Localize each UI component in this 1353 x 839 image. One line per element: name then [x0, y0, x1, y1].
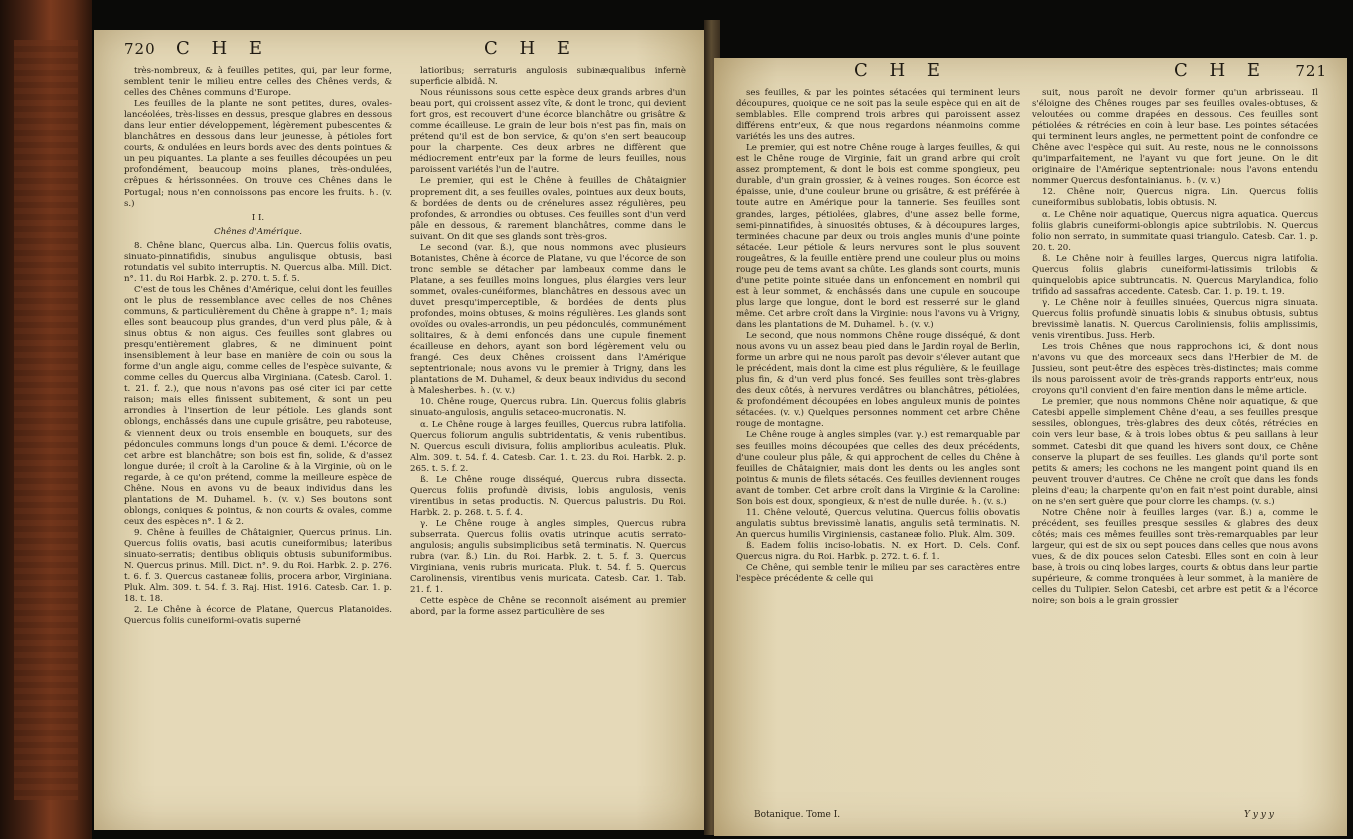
paragraph: γ. Le Chêne rouge à angles simples, Quercus rubra subserrata. Quercus foliis ovatis utrinque acutis serrato-angulosis; angulis subsimplicibus setâ terminatis. N. Quercus rubra (var. ß.) Lin. du Roi. Harbk. 2. t. 5. f. 3. Quercus Virginiana, venis rubris muricata. Pluk. t. 54. f. 5. Quercus Carolinensis, virentibus venis muricata. Catesb. Car. 1. Tab. 21. f. 1.	[410, 518, 686, 596]
paragraph: 10. Chêne rouge, Quercus rubra. Lin. Quercus foliis glabris sinuato-angulosis, angulis setaceo-mucronatis. N.	[410, 397, 686, 419]
paragraph: C'est de tous les Chênes d'Amérique, celui dont les feuilles ont le plus de ressemblance avec celles de nos Chênes communs, & particulièrement du Chêne à grappe n°. 1; mais elles sont beaucoup plus grandes, d'un verd plus pâle, & à sinus obtus & non aigus. Ces feuilles sont glabres ou presqu'entièrement glabres, & ne diminuent point insensiblement à leur base en manière de coin ou sous la forme d'un angle aigu, comme celles de l'espèce suivante, & comme celles du Quercus alba Virginiana. (Catesb. Carol. 1. t. 21. f. 2.), que nous n'avons pas osé citer ici par cette raison; mais elles finissent subitement, & sont un peu arrondies à l'insertion de leur pétiole. Les glands sont oblongs, enchâssés dans une cupule grisâtre, peu raboteuse, & viennent deux ou trois ensemble en bouquets, sur des pédoncules communs longs d'un pouce & demi. L'écorce de cet arbre est blanchâtre; son bois est fin, solide, & d'assez longue durée; il croît à la Caroline & à la Virginie, où on le regarde, à ce qu'on prétend, comme la meilleure espèce de Chêne. Nous en avons vu de beaux individus dans les plantations de M. Duhamel. ♄. (v. v.) Ses boutons sont oblongs, coniques & pointus, & non courts & ovales, comme ceux des espèces n°. 1 & 2.	[124, 284, 392, 527]
paragraph: Ce Chêne, qui semble tenir le milieu par ses caractères entre l'espèce précédente & celle qui	[736, 563, 1020, 585]
paragraph: suit, nous paroît ne devoir former qu'un arbrisseau. Il s'éloigne des Chênes rouges par ses feuilles ovales-obtuses, & veloutées ou comme drapées en dessous. Ces feuilles sont pétiolées & rétrécies en coin à leur base. Les pointes sétacées qui terminent leurs angles, ne permettent point de confondre ce Chêne avec l'espèce qui suit. Au reste, nous ne le connoissons qu'imparfaitement, ne l'ayant vu que fort jeune. On le dit originaire de l'Amérique septentrionale: nous l'avons entendu nommer Quercus desfontainianus. ♄. (v. v.)	[1032, 88, 1318, 187]
spine-binding	[14, 40, 78, 800]
paragraph: latioribus; serraturis angulosis subinæqualibus infernè superficie albidâ. N.	[410, 66, 686, 88]
left-column-2	[410, 66, 686, 811]
paragraph: Les trois Chênes que nous rapprochons ici, & dont nous n'avons vu que des morceaux secs dans l'Herbier de M. de Jussieu, sont peut-être des espèces très-distinctes; mais comme ils nous paroissent avoir de très-grands rapports entr'eux, nous croyons qu'il convient d'en faire mention dans le même article.	[1032, 342, 1318, 397]
paragraph: ses feuilles, & par les pointes sétacées qui terminent leurs découpures, quoique ce ne soit pas la seule espèce qui en ait de semblables. Elle comprend trois arbres qui paroissent assez différens entr'eux, & que nous regardons néanmoins comme variétés les uns des autres.	[736, 88, 1020, 143]
left-page	[94, 30, 710, 830]
paragraph: 12. Chêne noir, Quercus nigra. Lin. Quercus foliis cuneiformibus sublobatis, lobis obtusis. N.	[1032, 187, 1318, 209]
paragraph: γ. Le Chêne noir à feuilles sinuées, Quercus nigra sinuata. Quercus foliis profundè sinuatis lobis & sinubus obtusis, subtus brevissimè lanatis. N. Quercus Caroliniensis, foliis amplissimis, venis virentibus. Juss. Herb.	[1032, 297, 1318, 342]
paragraph: 2. Le Chêne à écorce de Platane, Quercus Platanoides. Quercus foliis cuneiformi-ovatis superné	[124, 605, 392, 627]
right-header-left-word: C H E	[854, 60, 949, 81]
paragraph: Les feuilles de la plante ne sont petites, dures, ovales-lancéolées, très-lisses en dessus, presque glabres en dessous dans leur entier développement, légèrement pubescentes & blanchâtres en dessous dans leur jeunesse, à pétioles fort courts, & ondulées en leurs bords avec des dents pointues & un peu piquantes. La plante a ses feuilles découpées un peu profondément, beaucoup moins planes, très-ondulées, crêpues & hérissonnées. On trouve ces Chênes dans le Portugal; nous n'en connoissons pas encore les fruits. ♄. (v. s.)	[124, 99, 392, 209]
section-title: Chênes d'Amérique.	[214, 226, 302, 237]
signature-mark: Botanique. Tome I.	[754, 810, 841, 820]
paragraph: α. Le Chêne noir aquatique, Quercus nigra aquatica. Quercus foliis glabris cuneiformi-oblongis apice subtrilobis. N. Quercus folio non serrato, in summitate quasi triangulo. Catesb. Car. 1. p. 20. t. 20.	[1032, 209, 1318, 253]
paragraph: ß. Le Chêne rouge disséqué, Quercus rubra dissecta. Quercus foliis profundè divisis, lobis angulosis, venis virentibus in setas productis. N. Quercus palustris. Du Roi. Harbk. 2. p. 268. t. 5. f. 4.	[410, 474, 686, 518]
paragraph: Le second (var. ß.), que nous nommons avec plusieurs Botanistes, Chêne à écorce de Platane, vu que l'écorce de son tronc semble se détacher par lambeaux comme dans le Platane, a ses feuilles moins longues, plus élargies vers leur sommet, ovales-cunéiformes, blanchâtres en dessous avec un duvet presqu'imperceptible, & bordées de dents plus profondes, moins obtuses, & moins régulières. Les glands sont ovoïdes ou ovales-arrondis, un peu pédonculés, communément solitaires, & à demi enfoncés dans une cupule finement écailleuse en dehors, ayant son bord légèrement velu ou frangé. Ces deux Chênes croissent dans l'Amérique septentrionale; nous avons vu le premier à Trigny, dans les plantations de M. Duhamel, & deux beaux individus du second à Malesherbes. ♄. (v. v.)	[410, 242, 686, 397]
right-header-right-word: C H E	[1174, 60, 1269, 81]
right-page-header	[744, 60, 1327, 84]
paragraph: Le Chêne rouge à angles simples (var. γ.) est remarquable par ses feuilles moins découpées que celles des deux précédents, d'une couleur plus pâle, & qui approchent de celles du Chêne à feuilles de Châtaignier, mais dont les dents ou les angles sont pointus & munis de filets sétacés. Ces feuilles deviennent rouges avant de tomber. Cet arbre croît dans la Virginie & la Caroline: Son bois est doux, spongieux, & n'est de nulle durée. ♄. (v. s.)	[736, 430, 1020, 507]
paragraph: Notre Chêne noir à feuilles larges (var. ß.) a, comme le précédent, ses feuilles presque sessiles & glabres des deux côtés; mais ces mêmes feuilles sont très-remarquables par leur largeur, qui est de six ou sept pouces dans celles que nous avons vues, & de dix pouces selon Catesbi. Elles sont en coin à leur base, à trois ou cinq lobes larges, courts & obtus dans leur partie supérieure, & comme tronquées à leur sommet, à la manière de celles du Tulipier. Selon Catesbi, cet arbre est petit & a l'écorce noire; son bois a le grain grossier	[1032, 507, 1318, 607]
paragraph: ß. Eadem foliis inciso-lobatis. N. ex Hort. D. Cels. Conf. Quercus nigra. du Roi. Harbk. p. 272. t. 6. f. 1.	[736, 540, 1020, 562]
paragraph: Cette espèce de Chêne se reconnoît aisément au premier abord, par la forme assez particulière de ses	[410, 596, 686, 618]
paragraph: 8. Chêne blanc, Quercus alba. Lin. Quercus foliis ovatis, sinuato-pinnatifidis, sinubus angulisque obtusis, basi rotundatis vel subito interruptis. N. Quercus alba. Mill. Dict. n°. 11. du Roi Harbk. 2. p. 270. t. 5. f. 5.	[124, 240, 392, 284]
paragraph: Le premier, qui est le Chêne à feuilles de Châtaignier proprement dit, a ses feuilles ovales, pointues aux deux bouts, & bordées de dents ou de crénelures assez régulières, peu profondes, & arrondies ou obtuses. Ces feuilles sont d'un verd pâle en dessous, & rarement blanchâtres, comme dans le suivant. On dit que ses glands sont très-gros.	[410, 176, 686, 242]
paragraph: ß. Le Chêne noir à feuilles larges, Quercus nigra latifolia. Quercus foliis glabris cuneiformi-latissimis trilobis & quinquelobis apice subtruncatis. N. Quercus Marylandica, folio trifido ad sassafras accedente. Catesb. Car. 1. p. 19. t. 19.	[1032, 253, 1318, 297]
paragraph: Le premier, qui est notre Chêne rouge à larges feuilles, & qui est le Chêne rouge de Virginie, fait un grand arbre qui croît assez promptement, & dont le bois est comme spongieux, peu durable, d'un grain grossier, & à veines rouges. Son écorce est épaisse, unie, d'une couleur brune ou grisâtre, & est préférée à toute autre en Amérique pour la tannerie. Ses feuilles sont grandes, larges, pétiolées, glabres, d'une assez belle forme, semi-pinnatifides, à sinuosités obtuses, & à découpures larges, terminées chacune par deux ou trois angles munis d'une pointe sétacée. Leur pétiole & leurs nervures sont le plus souvent rougeâtres, & la feuille entière prend une couleur plus ou moins rouge peu de tems avant sa chûte. Les glands sont courts, munis d'une petite pointe située dans un enfoncement en nombril qui est à leur sommet, & enchâssés dans une cupule en soucoupe plus large que longue, dont le bord est resserré sur le gland même. Cet arbre croît dans la Virginie: nous l'avons vu à Vrigny, dans les plantations de M. Duhamel. ♄. (v. v.)	[736, 143, 1020, 330]
right-page	[714, 58, 1347, 836]
paragraph: Nous réunissons sous cette espèce deux grands arbres d'un beau port, qui croissent assez vîte, & dont le tronc, qui devient fort gros, est recouvert d'une écorce blanchâtre ou grisâtre & comme écailleuse. Le grain de leur bois n'est pas fin, mais on prétend qu'il est de bon service, & qu'on s'en sert beaucoup pour la charpente. Ces deux arbres ne diffèrent que médiocrement entr'eux par la forme de leurs feuilles, nous paroissent variétés l'un de l'autre.	[410, 88, 686, 176]
book-spine	[0, 0, 92, 839]
right-page-number: 721	[1295, 62, 1327, 80]
left-header-left-word: C H E	[176, 38, 271, 59]
paragraph: α. Le Chêne rouge à larges feuilles, Quercus rubra latifolia. Quercus foliorum angulis subtridentatis, & venis rubentibus. N. Quercus esculi divisura, foliis amplioribus aculeatis. Pluk. Alm. 309. t. 54. f. 4. Catesb. Car. 1. t. 23. du Roi. Harbk. 2. p. 265. t. 5. f. 2.	[410, 419, 686, 474]
catchword: Y y y y	[1244, 810, 1274, 820]
paragraph: 9. Chêne à feuilles de Châtaignier, Quercus prinus. Lin. Quercus foliis ovatis, basi acutis cuneiformibus; lateribus sinuato-serratis; dentibus obliquis obtusis subuniformibus. N. Quercus prinus. Mill. Dict. n°. 9. du Roi. Harbk. 2. p. 276. t. 6. f. 3. Quercus castaneæ foliis, procera arbor, Virginiana. Pluk. Alm. 309. t. 54. f. 3. Raj. Hist. 1916. Catesb. Car. 1. p. 18. t. 18.	[124, 527, 392, 605]
paragraph: Le second, que nous nommons Chêne rouge disséqué, & dont nous avons vu un assez beau pied dans le Jardin royal de Berlin, forme un arbre qui ne nous paroît pas devoir s'élever autant que le précédent, mais dont la cime est plus régulière, & le feuillage plus fin, & d'un verd plus foncé. Ses feuilles sont très-glabres des deux côtés, à nervures verdâtres ou blanchâtres, pétiolées, & profondément découpées en lobes anguleux munis de pointes sétacées. (v. v.) Quelques personnes nomment cet arbre Chêne rouge de montagne.	[736, 331, 1020, 430]
left-column-1	[124, 66, 392, 811]
section-numeral: I I.	[251, 212, 265, 223]
paragraph: 11. Chêne velouté, Quercus velutina. Quercus foliis obovatis angulatis subtus brevissimè lanatis, angulis setâ terminatis. N. An quercus humilis Virginiensis, castaneæ folio. Pluk. Alm. 309.	[736, 507, 1020, 540]
right-column-2	[1032, 88, 1318, 806]
left-page-header	[124, 38, 690, 62]
right-column-1	[736, 88, 1020, 808]
paragraph: Le premier, que nous nommons Chêne noir aquatique, & que Catesbi appelle simplement Chêne d'eau, a ses feuilles presque sessiles, oblongues, très-glabres des deux côtés, rétrécies en coin vers leur base, & à trois lobes obtus & peu saillans à leur sommet. Catesbi dit que quand les hivers sont doux, ce Chêne conserve la plupart de ses feuilles. Les glands qu'il porte sont petits & amers; les cochons ne les mangent point quand ils en peuvent trouver d'autres. Ce Chêne ne croît que dans les fonds pleins d'eau; la charpente qu'on en fait n'est point durable, ainsi on ne s'en sert guère que pour clorre les champs. (v. s.)	[1032, 397, 1318, 507]
left-header-right-word: C H E	[484, 38, 579, 59]
paragraph: très-nombreux, & à feuilles petites, qui, par leur forme, semblent tenir le milieu entre celles des Chênes verds, & celles des Chênes communs d'Europe.	[124, 66, 392, 99]
left-page-number: 720	[124, 40, 156, 58]
